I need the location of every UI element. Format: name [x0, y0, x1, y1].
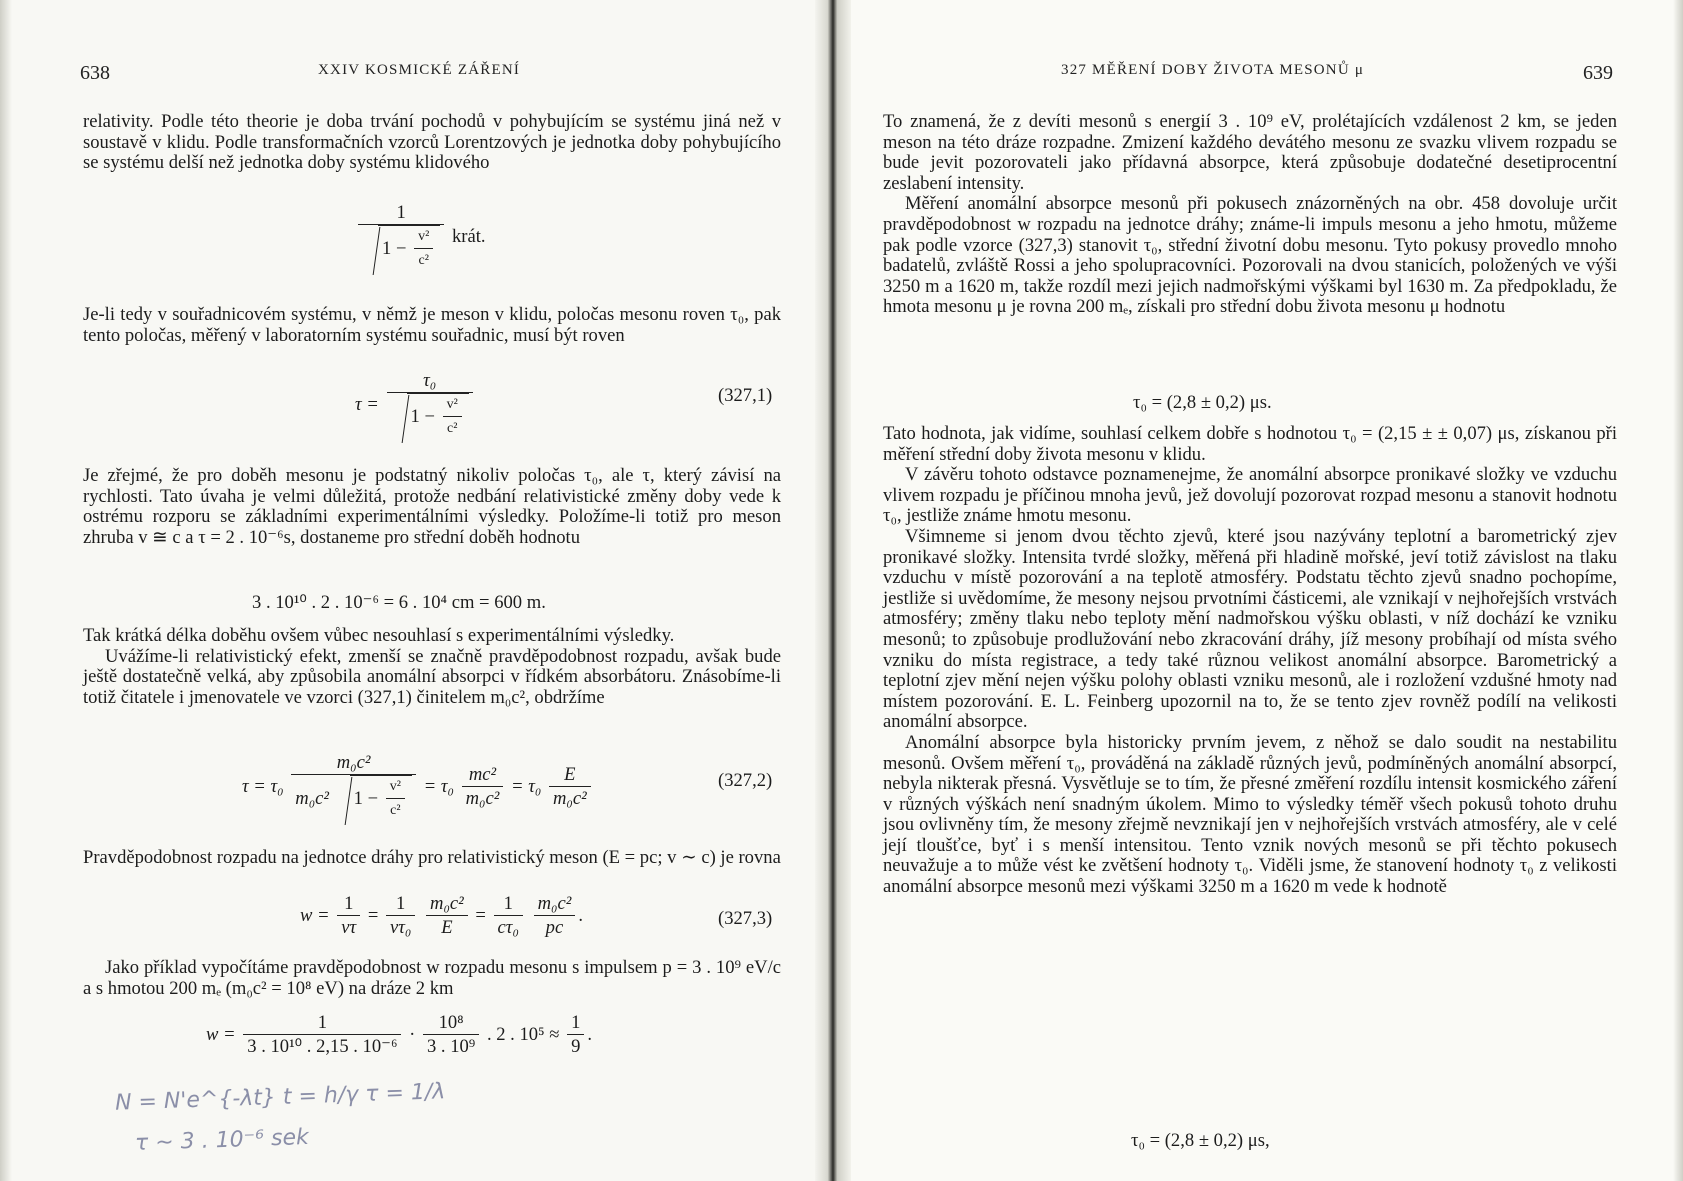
paragraph — [83, 112, 781, 174]
eq-frac-den: c² — [390, 803, 401, 818]
eq-denominator: vτ — [341, 917, 357, 938]
eq-denominator: m₀c² — [552, 788, 587, 809]
eq-numerator: 1 — [494, 893, 523, 916]
eq-numerator: m₀c² — [534, 893, 576, 916]
paragraph-text: To znamená, že z devíti mesonů s energií 3 . 10⁹ eV, prolétajících vzdálenost 2 km, se jeden meson na této dráze rozpadne. Zmizení každého devátého mesonu ze svazku vlivem rozpadu se bude jevit pozorovateli jako přídavná absorpce, která způsobuje dodatečné desetiprocentní zeslabení intensity. — [883, 111, 1617, 194]
paragraph — [883, 424, 1617, 898]
equation-example: w = $\frac{1}{\text{3 . 10¹⁰ . 2,15 . 10⁻⁶}}$ · $\frac{\text{10⁸}}{\text{3 . 10⁹}}$ . 2 . 10⁵ ≈ $\frac{1}{9}$ . — [206, 1012, 593, 1057]
eq-lhs: τ = τ₀ — [242, 775, 284, 797]
eq-radicand: 1 − — [410, 405, 440, 427]
paragraph-text: Uvážíme-li relativistický efekt, zmenší se značně pravděpodobnost rozpadu, avšak bude ještě dostatečně velká, aby způsobila anomální absorpci v řídkém absorbátoru. Znásobíme-li totiž čitatele i jmenovatele ve vzorci (327,1) činitelem m₀c², obdržíme — [83, 645, 781, 708]
running-head: 327 MĚŘENÍ DOBY ŽIVOTA MESONŮ μ — [1061, 62, 1365, 78]
paragraph-text: Všimneme si jenom dvou těchto zjevů, které jsou nazývány teplotní a barometrický zjev pronikavé složky. Intensita tvrdé složky, měřená při hladině mořské, jeví totiž závislost na tlaku vzduchu v místě pozorování a na teplotě atmosféry. Podstatu těchto zjevů snadno pochopíme, jestliže si uvědomíme, že mesony nejsou prvotními částicemi, ale vznikají v nejhořejších vrstvách atmosféry; změny tlaku nebo teploty mění nadmořskou výšku oblasti, v níž dochází ke vzniku mesonů; to způsobuje prodlužování nebo zkracování dráhy, jíž mesony probíhají od místa svého vzniku do místa registrace, a tedy také různou velikost anomální absorpce. Barometrický a teplotní zjev mění nejen výšku polohy oblasti vzniku mesonů, ale i rozložení vzdušné hmoty nad místem pozorování. E. L. Feinberg upozornil na to, že se tento zjev rovněž podílí na velikosti anomální absorpce. — [883, 525, 1617, 733]
paragraph-text: Tak krátká délka doběhu ovšem vůbec nesouhlasí s experimentálními výsledky. — [83, 625, 675, 646]
eq-numerator: m₀c² — [291, 752, 416, 775]
paragraph-text: Tato hodnota, jak vidíme, souhlasí celkem dobře s hodnotou τ₀ = (2,15 ± ± 0,07) μs, získanou při měření střední doby života mesonu v klidu. — [883, 423, 1617, 465]
eq-numerator: 1 — [243, 1012, 401, 1035]
paragraph-text: Jako příklad vypočítáme pravděpodobnost w rozpadu mesonu s impulsem p = 3 . 10⁹ eV/c a s hmotou 200 mₑ (m₀c² = 10⁸ eV) na dráze 2 km — [83, 957, 781, 999]
eq-numerator: mc² — [462, 764, 504, 787]
eq-numerator: 1 — [337, 893, 360, 916]
eq-denominator: vτ₀ — [389, 917, 412, 938]
eq-numerator: 1 — [386, 893, 415, 916]
handwritten-note: τ ~ 3 . 10⁻⁶ sek — [134, 1124, 310, 1157]
equation-label: (327,3) — [718, 908, 773, 929]
equation-label: (327,1) — [718, 385, 773, 406]
eq-suffix: krát. — [451, 225, 486, 247]
eq-numerator: E — [549, 764, 591, 787]
eq-lhs: w = — [300, 904, 330, 926]
paragraph-text: Anomální absorpce byla historicky prvním jevem, z něhož se dalo soudit na nestabilitu mesonů. Ovšem měření τ₀, prováděná na základě různých jevů, podmíněných anomální absorpcí, nebyla nikterak přesná. Vysvětluje se to tím, že přesné změření rozdílu intensit kosmického záření v různých výškách není snadným úkolem. Mimo to výsledky téměř všech pokusů tohoto druhu jsou ovlivněny tím, že mesony zřejmě nevznikají jen v nejhořejších vrstvách atmosféry, ale v celé její tloušťce, byť i s menší intensitou. Tento vznik nových mesonů se při těchto pokusech neuvažuje a to může vést ke zvětšení hodnoty τ₀. Viděli jsme, že stanovení hodnoty τ₀ z velikosti anomální absorpce mesonů mezi výškami 3250 m a 1620 m vede k hodnotě — [883, 731, 1617, 898]
left-page — [0, 0, 833, 1181]
eq-numerator: m₀c² — [426, 893, 468, 916]
book-gutter — [815, 0, 851, 1181]
eq-numerator: 1 — [567, 1012, 584, 1035]
paragraph — [83, 626, 781, 708]
equation-result: τ₀ = (2,8 ± 0,2) μs. — [1133, 392, 1272, 413]
eq-numerator: τ₀ — [387, 370, 473, 393]
eq-denominator: m₀c² — [465, 788, 500, 809]
paragraph — [883, 112, 1617, 318]
paragraph-text: V závěru tohoto odstavce poznamenejme, že anomální absorpce pronikavé složky ve vzduchu vlivem rozpadu je příčinou mnoha jevů, jež dovolují pozorovat rozpad mesonu a stanovit hodnotu τ₀, jestliže známe hmotu mesonu. — [883, 464, 1617, 527]
eq-radicand: 1 − — [382, 237, 412, 259]
eq-frac-den: c² — [447, 421, 458, 436]
eq-denominator: pc — [545, 917, 564, 938]
paragraph — [83, 848, 781, 869]
eq-frac-num: v² — [414, 226, 433, 249]
eq-denominator: 3 . 10⁹ — [426, 1036, 476, 1057]
page-edge-shadow — [0, 0, 12, 1181]
paragraph-text: Je-li tedy v souřadnicovém systému, v němž je meson v klidu, poločas mesonu roven τ₀, pak tento poločas, měřený v laboratorním systému souřadnic, musí být roven — [83, 304, 781, 346]
eq-frac-den: c² — [418, 253, 429, 268]
equation-327-1 — [355, 370, 476, 441]
eq-denominator: m₀c² — [295, 787, 330, 809]
handwritten-note: N = N'e^{-λt} t = h/γ τ = 1/λ — [114, 1079, 446, 1116]
page-edge-shadow — [1673, 0, 1683, 1181]
paragraph — [83, 958, 781, 999]
eq-denominator: E — [441, 917, 453, 938]
paragraph-text: Pravděpodobnost rozpadu na jednotce dráhy pro relativistický meson (E = pc; v ∼ c) je rovna — [83, 847, 781, 868]
equation-327-3: w = $\frac{1}{v\tau}$ = $\frac{1}{\text{vτ₀}}$ $\frac{\text{m₀c²}}{E}$ = $\frac{1}{\text{cτ₀}}$ $\frac{\text{m₀c²}}{pc}$ . — [300, 893, 583, 938]
eq-denominator: cτ₀ — [497, 917, 519, 938]
eq-end: . — [587, 1023, 593, 1045]
equation-result: τ₀ = (2,8 ± 0,2) μs, — [1131, 1130, 1270, 1151]
page-number: 638 — [80, 62, 110, 84]
paragraph-text: Je zřejmé, že pro doběh mesonu je podstatný nikoliv poločas τ₀, ale τ, který závisí na rychlosti. Tato úvaha je velmi důležitá, protože nedbání relativistické změny doby vede k ostrému rozporu se základními experimentálními výsledky. Položíme-li totiž pro meson zhruba v ≅ c a τ = 2 . 10⁻⁶s, dostaneme pro střední doběh hodnotu — [83, 465, 781, 548]
paragraph-text: relativity. Podle této theorie je doba trvání pochodů v pohybujícím se systému jiná než v soustavě v klidu. Podle transformačních vzorců Lorentzových je jednotka doby pohybujícího se systému delší než jednotka doby systému klidového — [83, 111, 781, 174]
equation-label: (327,2) — [718, 770, 773, 791]
page-number: 639 — [1583, 62, 1613, 84]
running-head: XXIV KOSMICKÉ ZÁŘENÍ — [318, 62, 521, 78]
equation-dilation — [355, 202, 486, 273]
right-page — [833, 0, 1683, 1181]
eq-lhs: τ = — [355, 393, 379, 415]
paragraph — [83, 305, 781, 346]
eq-denominator: 3 . 10¹⁰ . 2,15 . 10⁻⁶ — [247, 1036, 398, 1057]
eq-frac-num: v² — [443, 394, 462, 417]
eq-numerator: 10⁸ — [423, 1012, 479, 1035]
equation-327-2: τ = τ₀ m₀c² m₀c² 1 − $\frac{\text{v²}}{\text{c²}}$ = τ₀ $\frac{\text{mc²}}{\text{m₀c²}}$ = τ₀ $\frac{E}{\text{m₀c²}}$ — [242, 752, 594, 823]
eq-denominator: 9 — [571, 1036, 581, 1057]
equation-range: 3 . 10¹⁰ . 2 . 10⁻⁶ = 6 . 10⁴ cm = 600 m. — [252, 592, 546, 613]
eq-operator: = τ₀ — [511, 775, 542, 797]
paragraph — [83, 466, 781, 548]
paragraph-text: Měření anomální absorpce mesonů při pokusech znázorněných na obr. 458 dovoluje určit pravděpodobnost w rozpadu na jednotce dráhy; známe-li impuls mesonu a jeho hmotu, můžeme pak podle vzorce (327,3) stanovit τ₀, střední životní dobu mesonu. Tyto pokusy provedlo mnoho badatelů, zvláště Rossi a jeho spolupracovníci. Pozorovali na dvou stanicích, položených ve výši 3250 m a 1620 m, takže rozdíl mezi jejich nadmořskými výškami byl 1630 m. Za předpokladu, že hmota mesonu μ je rovna 200 mₑ, získali pro střední dobu života mesonu μ hodnotu — [883, 193, 1618, 318]
eq-numerator: 1 — [358, 202, 444, 225]
eq-operator: = τ₀ — [423, 775, 454, 797]
eq-operator: . 2 . 10⁵ ≈ — [486, 1023, 560, 1045]
eq-lhs: w = — [206, 1023, 236, 1045]
eq-frac-num: v² — [386, 776, 405, 799]
